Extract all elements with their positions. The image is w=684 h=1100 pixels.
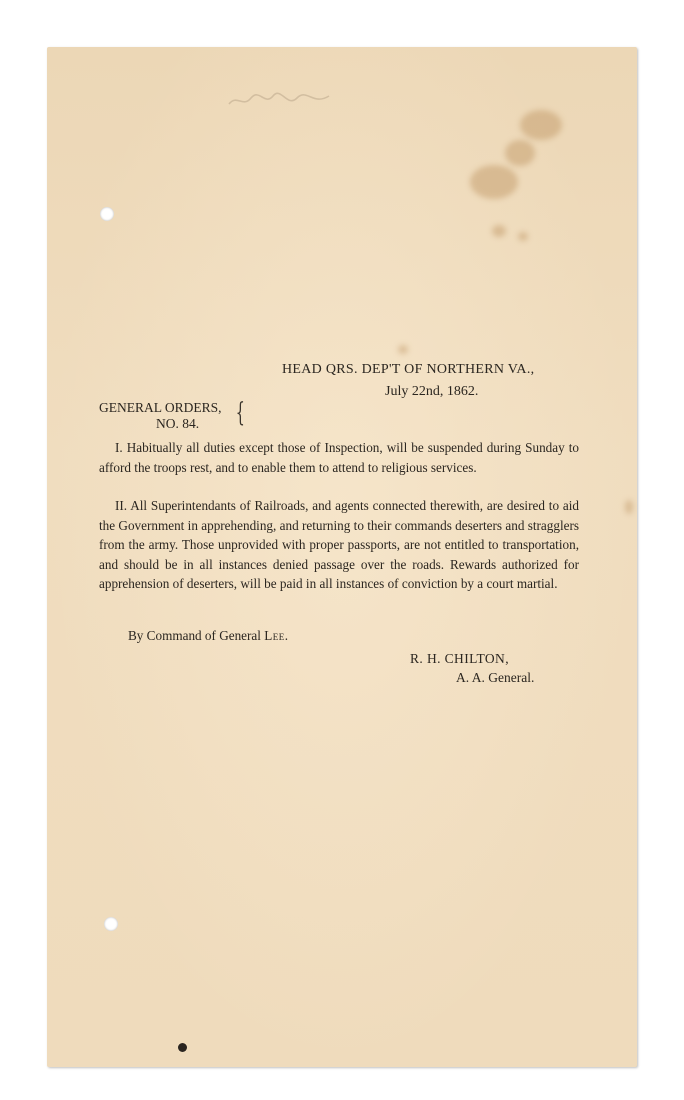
orders-title: GENERAL ORDERS,: [99, 400, 222, 415]
signature-title: A. A. General.: [456, 670, 535, 685]
command-name: Lee.: [264, 628, 289, 643]
command-prefix: By Command of General: [128, 628, 265, 643]
command-line: [128, 628, 289, 644]
signature-name: R. H. CHILTON,: [410, 651, 509, 666]
brace-icon: {: [235, 398, 245, 428]
paragraph-one: [99, 438, 579, 477]
orders-number: NO. 84.: [156, 416, 200, 431]
paragraph-two-text: II. All Superintendants of Railroads, and agents connected therewith, are desired to aid the Government in apprehending, and returning to their commands deserters and stragglers from the army. Those unprovided with proper passports, are not entitled to transportation, and should be in all instances denied passage over the roads. Rewards authorized for apprehension of deserters, will be paid in all instances of conviction by a court martial.: [99, 498, 579, 591]
document-date: July 22nd, 1862.: [385, 384, 479, 399]
document-header: HEAD QRS. DEP'T OF NORTHERN VA.,: [282, 362, 535, 377]
paragraph-two: [99, 496, 579, 594]
paragraph-one-text: I. Habitually all duties except those of Inspection, will be suspended during Sunday to afford the troops rest, and to enable them to attend to religious services.: [99, 440, 579, 475]
orders-heading: [99, 400, 222, 432]
